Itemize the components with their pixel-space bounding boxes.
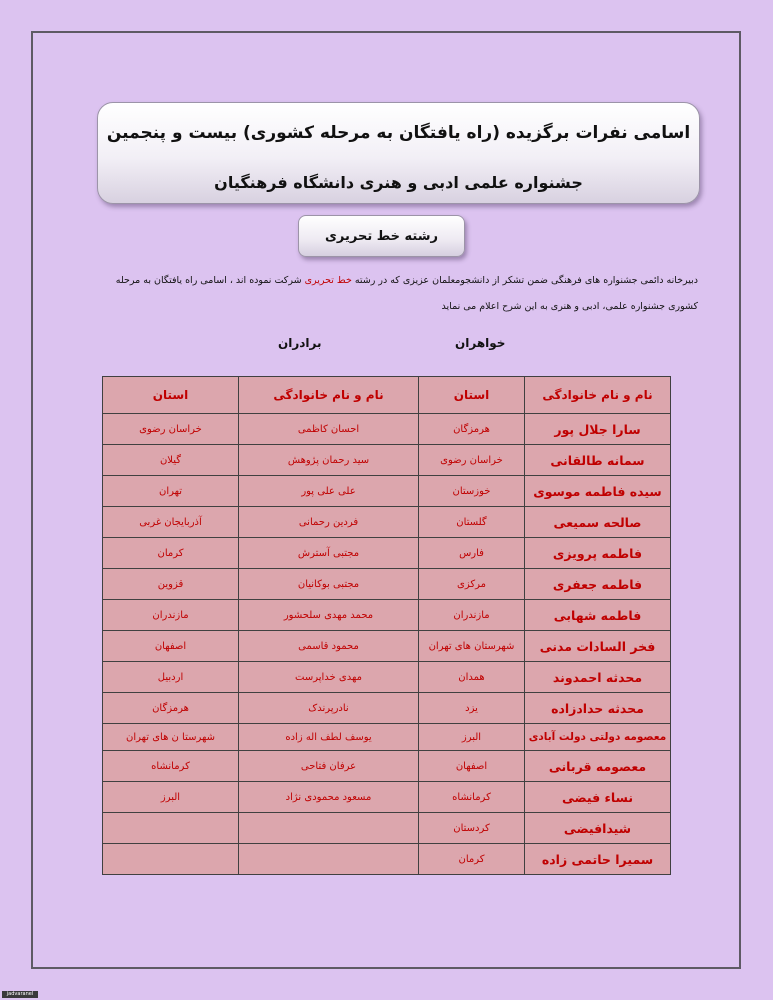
table-row [103, 631, 671, 662]
sister-name-cell: سیده فاطمه موسوی [525, 476, 671, 507]
sister-name-cell: فخر السادات مدنی [525, 631, 671, 662]
title-line-2: جشنواره علمی ادبی و هنری دانشگاه فرهنگیان [214, 173, 583, 192]
brother-name-cell: علی علی پور [239, 476, 419, 507]
footer-watermark: jadvaranel [2, 991, 38, 998]
table-row [103, 507, 671, 538]
brother-province-cell: خراسان رضوی [103, 414, 239, 445]
sister-name-cell: سارا جلال پور [525, 414, 671, 445]
sister-name-cell: نساء فیضی [525, 782, 671, 813]
header-brother-name: نام و نام خانوادگی [239, 377, 419, 414]
sister-province-cell: مازندران [419, 600, 525, 631]
brother-name-cell: احسان کاظمی [239, 414, 419, 445]
intro-text-after: شرکت نموده اند ، اسامی راه یافتگان به مرحله کشوری جشنواره علمی، ادبی و هنری به این شرح اعلام می نماید [115, 275, 698, 312]
brother-name-cell: مسعود محمودی نژاد [239, 782, 419, 813]
sister-name-cell: محدثه احمدوند [525, 662, 671, 693]
field-title: رشته خط تحریری [298, 215, 465, 257]
table-row [103, 751, 671, 782]
group-label-sisters: خواهران [455, 336, 506, 350]
table-row [103, 813, 671, 844]
table-row [103, 538, 671, 569]
sister-province-cell: خراسان رضوی [419, 445, 525, 476]
table-row [103, 414, 671, 445]
sister-province-cell: اصفهان [419, 751, 525, 782]
title-line-1: اسامی نفرات برگزیده (راه یافتگان به مرحله کشوری) بیست و پنجمین [106, 123, 691, 143]
sister-province-cell: همدان [419, 662, 525, 693]
brother-province-cell: کرمان [103, 538, 239, 569]
sister-province-cell: کردستان [419, 813, 525, 844]
sister-name-cell: شیدافیضی [525, 813, 671, 844]
sister-province-cell: هرمزگان [419, 414, 525, 445]
header-sister-province: استان [419, 377, 525, 414]
brother-province-cell [103, 844, 239, 875]
brother-name-cell: مجتبی بوکانیان [239, 569, 419, 600]
sister-province-cell: شهرستان های تهران [419, 631, 525, 662]
brother-name-cell: محمد مهدی سلحشور [239, 600, 419, 631]
sister-province-cell: فارس [419, 538, 525, 569]
sister-name-cell: فاطمه شهابی [525, 600, 671, 631]
brother-province-cell: اردبیل [103, 662, 239, 693]
intro-paragraph [88, 268, 698, 320]
brother-name-cell: مجتبی آسترش [239, 538, 419, 569]
sister-name-cell: معصومه قربانی [525, 751, 671, 782]
table-row [103, 844, 671, 875]
sister-province-cell: یزد [419, 693, 525, 724]
sister-province-cell: گلستان [419, 507, 525, 538]
brother-name-cell: یوسف لطف اله زاده [239, 724, 419, 751]
header-sister-name: نام و نام خانوادگی [525, 377, 671, 414]
table-row [103, 782, 671, 813]
brother-province-cell [103, 813, 239, 844]
sister-province-cell: کرمان [419, 844, 525, 875]
group-label-brothers: برادران [278, 336, 322, 350]
brother-province-cell: آذربایجان غربی [103, 507, 239, 538]
table-header-row [103, 377, 671, 414]
header-brother-province: استان [103, 377, 239, 414]
brother-province-cell: کرمانشاه [103, 751, 239, 782]
sister-name-cell: صالحه سمیعی [525, 507, 671, 538]
sister-province-cell: البرز [419, 724, 525, 751]
brother-name-cell [239, 813, 419, 844]
sister-name-cell: محدثه حدادزاده [525, 693, 671, 724]
brother-name-cell: فردین رحمانی [239, 507, 419, 538]
sister-province-cell: مرکزی [419, 569, 525, 600]
table-row [103, 569, 671, 600]
brother-province-cell: تهران [103, 476, 239, 507]
intro-highlight: خط تحریری [304, 275, 352, 286]
sister-name-cell: سمیرا حاتمی زاده [525, 844, 671, 875]
brother-name-cell: مهدی خداپرست [239, 662, 419, 693]
table-row [103, 600, 671, 631]
table-row [103, 445, 671, 476]
brother-name-cell: نادرپرندک [239, 693, 419, 724]
brother-province-cell: قزوین [103, 569, 239, 600]
brother-province-cell: مازندران [103, 600, 239, 631]
sister-name-cell: فاطمه پرویزی [525, 538, 671, 569]
sister-name-cell: فاطمه جعفری [525, 569, 671, 600]
brother-name-cell [239, 844, 419, 875]
table-row [103, 693, 671, 724]
table-row [103, 476, 671, 507]
brother-province-cell: شهرستا ن های تهران [103, 724, 239, 751]
brother-province-cell: البرز [103, 782, 239, 813]
sister-province-cell: کرمانشاه [419, 782, 525, 813]
table-row [103, 662, 671, 693]
winners-table [102, 376, 671, 875]
title-banner [97, 102, 700, 204]
brother-name-cell: عرفان فتاحی [239, 751, 419, 782]
brother-name-cell: سید رحمان پژوهش [239, 445, 419, 476]
sister-name-cell: معصومه دولتی دولت آبادی [525, 724, 671, 751]
sister-province-cell: خوزستان [419, 476, 525, 507]
brother-province-cell: گیلان [103, 445, 239, 476]
table-row [103, 724, 671, 751]
brother-name-cell: محمود قاسمی [239, 631, 419, 662]
brother-province-cell: هرمزگان [103, 693, 239, 724]
sister-name-cell: سمانه طالقانی [525, 445, 671, 476]
brother-province-cell: اصفهان [103, 631, 239, 662]
intro-text-before: دبیرخانه دائمی جشنواره های فرهنگی ضمن تشکر از دانشجومعلمان عزیزی که در رشته [354, 275, 698, 286]
